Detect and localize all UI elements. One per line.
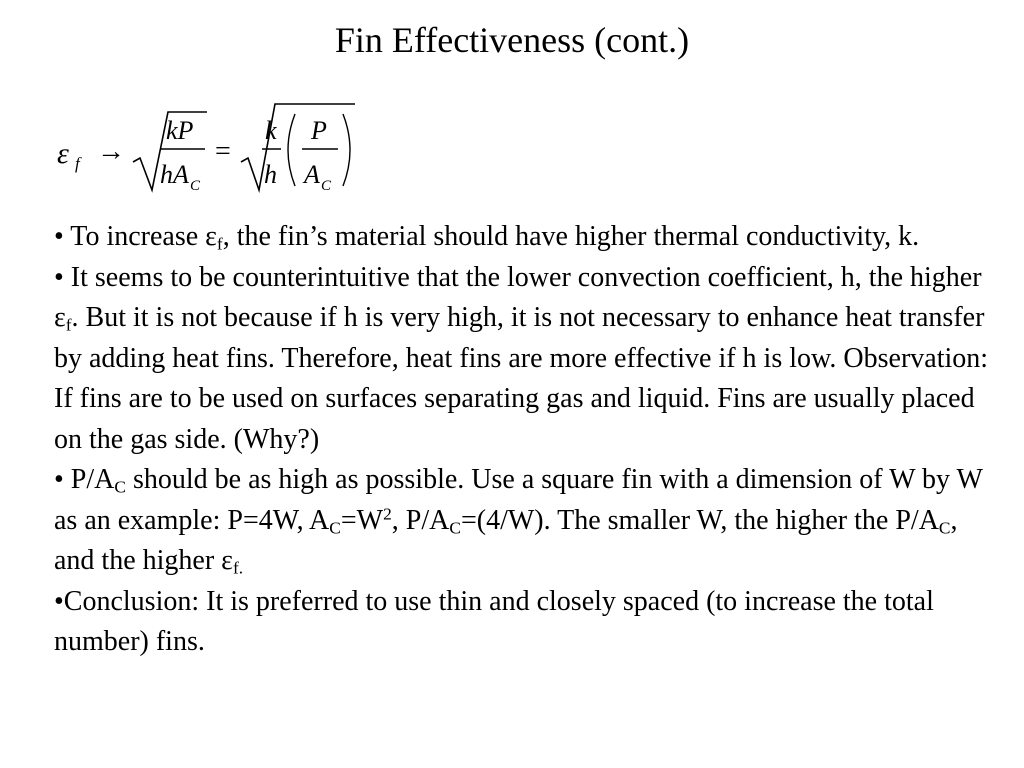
bullet-text: • To increase ε	[54, 221, 217, 252]
bullet-text: , and the higher ε	[54, 504, 958, 576]
bullet-text: . But it is not because if h is very high, it is not necessary to enhance heat transfer by adding heat fins. Therefore, heat fins are more effective if h is low. Observation: If fins are to be used on surfaces separating gas and liquid. Fins are usually placed on the gas side. (Why?)	[54, 302, 989, 455]
bullet-text: should be as high as possible. Use a square fin with a dimension of W by W as an example: P=4W, A	[54, 464, 983, 536]
subscript: C	[938, 517, 951, 537]
left-paren	[288, 114, 295, 186]
superscript: 2	[383, 503, 392, 523]
subscript: f	[216, 234, 223, 254]
frac2-denominator: h	[264, 160, 277, 189]
bullet-text: , P/A	[391, 504, 450, 536]
frac1-denominator-subscript: C	[190, 178, 201, 194]
frac3-denominator: A	[304, 160, 320, 189]
fin-effectiveness-equation	[55, 98, 375, 198]
frac3-denominator-subscript: C	[321, 178, 332, 194]
frac3-numerator: P	[311, 116, 327, 145]
bullet-item	[54, 258, 1004, 461]
subscript: f	[65, 315, 72, 335]
bullet-text: =W	[340, 504, 384, 536]
subscript: C	[114, 477, 126, 497]
slide-title: Fin Effectiveness (cont.)	[334, 20, 690, 60]
bullet-text: • P/A	[54, 464, 115, 495]
bullet-list	[54, 217, 1004, 663]
bullet-text: =(4/W). The smaller W, the higher the P/A	[460, 504, 939, 536]
frac1-numerator: kP	[166, 116, 194, 145]
bullet-item	[54, 582, 1004, 663]
bullet-item	[54, 217, 1004, 258]
subscript: C	[329, 517, 341, 537]
frac1-denominator: hA	[160, 160, 189, 189]
bullet-text: , the fin’s material should have higher thermal conductivity, k.	[222, 221, 920, 252]
eq-equals: =	[215, 136, 231, 167]
eq-epsilon-subscript: f	[75, 154, 80, 173]
subscript: C	[449, 517, 461, 537]
eq-epsilon: ε	[57, 137, 69, 170]
frac2-numerator: k	[265, 116, 277, 145]
right-paren	[343, 114, 350, 186]
bullet-text: •Conclusion: It is preferred to use thin and closely spaced (to increase the total number) fins.	[54, 585, 934, 657]
subscript: f.	[232, 558, 244, 578]
radical-sign-2	[241, 104, 355, 190]
bullet-item	[54, 460, 1004, 582]
bullet-text: • It seems to be counterintuitive that the lower convection coefficient, h, the higher ε	[54, 261, 982, 333]
eq-arrow: →	[97, 136, 125, 167]
